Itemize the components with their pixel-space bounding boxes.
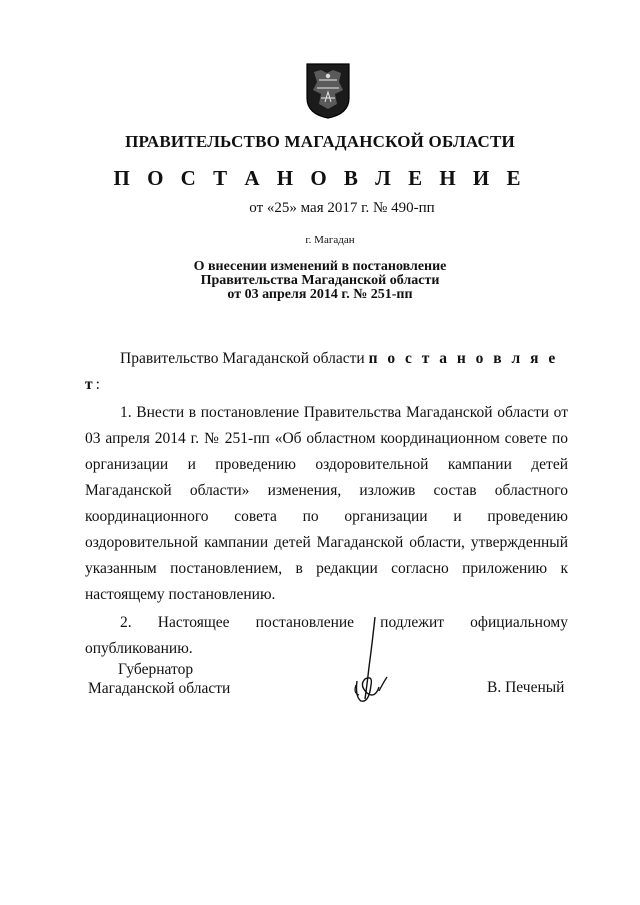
document-city: г. Магадан xyxy=(305,234,355,246)
signature-block xyxy=(0,660,640,720)
signatory-title xyxy=(88,660,230,698)
organization-name: ПРАВИТЕЛЬСТВО МАГАДАНСКОЙ ОБЛАСТИ xyxy=(125,132,515,151)
intro-verb-spaced: п о с т а н о в л я е т xyxy=(85,350,559,393)
signatory-title-line-1: Губернатор xyxy=(118,661,194,678)
document-body xyxy=(85,346,568,662)
document-subject xyxy=(0,260,640,302)
coat-of-arms-icon xyxy=(305,62,351,120)
document-type-heading: П О С Т А Н О В Л Е Н И Е xyxy=(113,166,527,190)
signatory-title-line-2: Магаданской области xyxy=(88,680,231,697)
subject-line-1: О внесении изменений в постановление xyxy=(193,259,447,274)
intro-colon: : xyxy=(95,376,100,393)
paragraph-1: 1. Внести в постановление Правительства Магаданской области от 03 апреля 2014 г. № 251-пп «Об областном координационном совете по организации и проведению оздоровительной кампании детей Магаданской области» изменения, изложив состав областного координационного совета по организации и проведению оздоровительной кампании детей Магаданской области, утвержденный указанным постановлением, в редакции согласно приложению к настоящему постановлению. xyxy=(85,404,568,603)
document-date-number: от «25» мая 2017 г. № 490-пп xyxy=(249,200,435,216)
handwritten-signature-icon xyxy=(335,615,405,707)
subject-line-3: от 03 апреля 2014 г. № 251-пп xyxy=(227,287,413,302)
subject-line-2: Правительства Магаданской области xyxy=(200,273,440,288)
signatory-name: В. Печеный xyxy=(487,679,565,696)
intro-text: Правительство Магаданской области xyxy=(120,350,365,367)
paragraph-2: 2. Настоящее постановление подлежит официальному опубликованию. xyxy=(85,614,568,657)
resolution-intro xyxy=(85,346,568,398)
